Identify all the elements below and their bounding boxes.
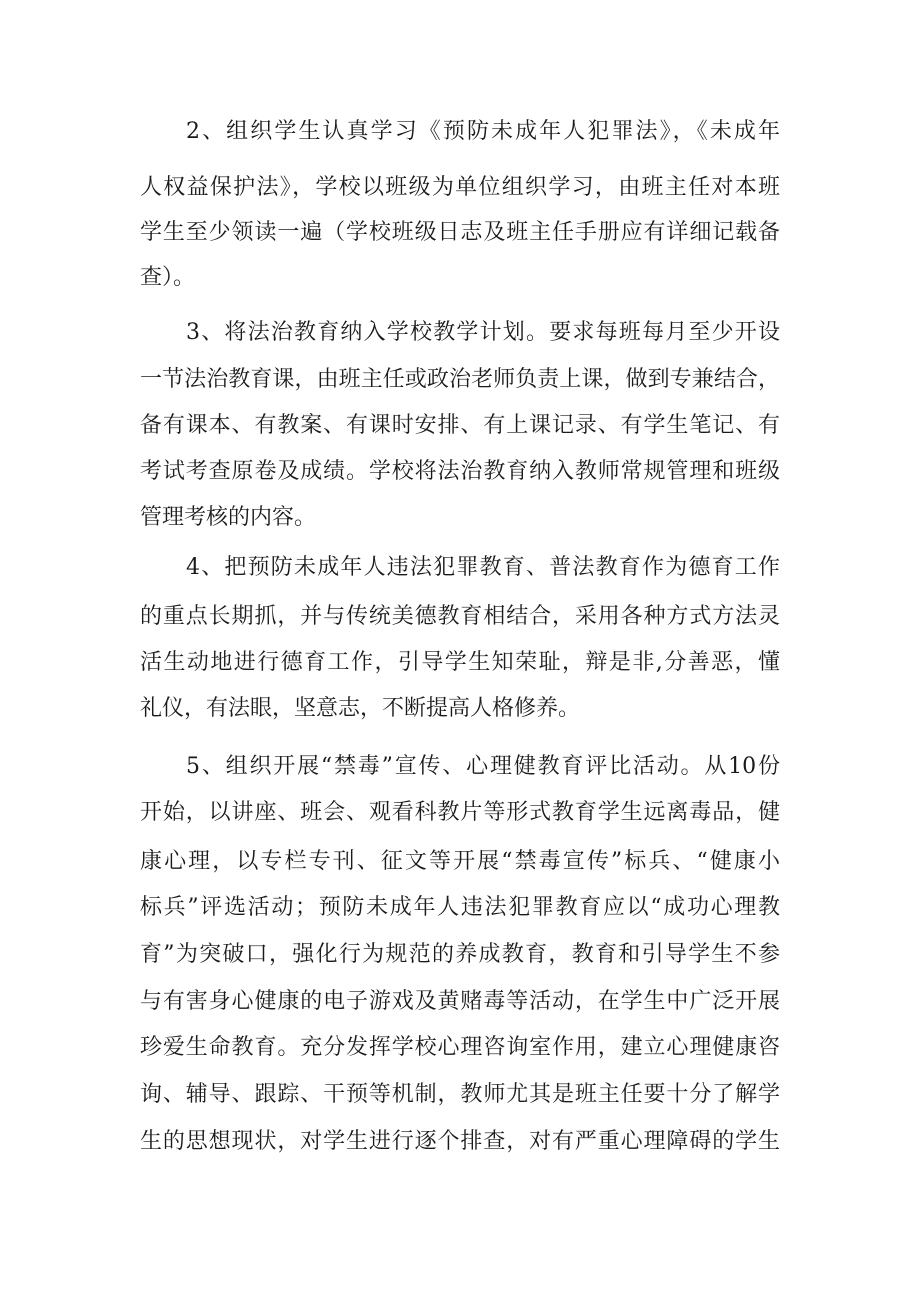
paragraph-5-line: 开始，以讲座、班会、观看科教片等形式教育学生远离毒品，健 bbox=[140, 800, 780, 825]
paragraph-3-line: 管理考核的内容。 bbox=[140, 505, 317, 530]
paragraph-4-line: 4、把预防未成年人违法犯罪教育、普法教育作为德育工作 bbox=[186, 555, 780, 580]
paragraph-5-line: 康心理，以专栏专刊、征文等开展“禁毒宣传”标兵、“健康小 bbox=[140, 849, 780, 874]
paragraph-3-line: 3、将法治教育纳入学校教学计划。要求每班每月至少开设 bbox=[186, 320, 780, 345]
paragraph-4-line: 的重点长期抓，并与传统美德教育相结合，采用各种方式方法灵 bbox=[140, 604, 780, 629]
paragraph-5-line: 生的思想现状，对学生进行逐个排查，对有严重心理障碍的学生 bbox=[140, 1129, 780, 1154]
paragraph-5-line: 育”为突破口，强化行为规范的养成教育，教育和引导学生不参 bbox=[140, 942, 780, 967]
paragraph-5-line: 5、组织开展“禁毒”宣传、心理健教育评比活动。从10份 bbox=[186, 754, 780, 779]
paragraph-5-line: 与有害身心健康的电子游戏及黄赌毒等活动，在学生中广泛开展 bbox=[140, 989, 780, 1014]
paragraph-3-line: 考试考查原卷及成绩。学校将法治教育纳入教师常规管理和班级 bbox=[140, 459, 780, 484]
paragraph-3-line: 备有课本、有教案、有课时安排、有上课记录、有学生笔记、有 bbox=[140, 413, 780, 438]
paragraph-5-line: 询、辅导、跟踪、干预等机制，教师尤其是班主任要十分了解学 bbox=[140, 1082, 780, 1107]
paragraph-4-line: 活生动地进行德育工作，引导学生知荣耻，辩是非,分善恶，懂 bbox=[140, 650, 780, 675]
paragraph-2-line: 学生至少领读一遍（学校班级日志及班主任手册应有详细记载备 bbox=[140, 220, 780, 245]
paragraph-2-line: 人权益保护法》，学校以班级为单位组织学习，由班主任对本班 bbox=[140, 175, 780, 200]
paragraph-4-line: 礼仪，有法眼，坚意志，不断提高人格修养。 bbox=[140, 696, 581, 721]
paragraph-5-line: 珍爱生命教育。充分发挥学校心理咨询室作用，建立心理健康咨 bbox=[140, 1035, 780, 1060]
paragraph-2-line: 2、组织学生认真学习《预防未成年人犯罪法》，《未成年 bbox=[186, 119, 780, 144]
paragraph-3-line: 一节法治教育课，由班主任或政治老师负责上课，做到专兼结合， bbox=[140, 367, 780, 392]
paragraph-2-line: 查）。 bbox=[140, 265, 196, 290]
paragraph-5-line: 标兵”评选活动；预防未成年人违法犯罪教育应以“成功心理教 bbox=[140, 895, 780, 920]
